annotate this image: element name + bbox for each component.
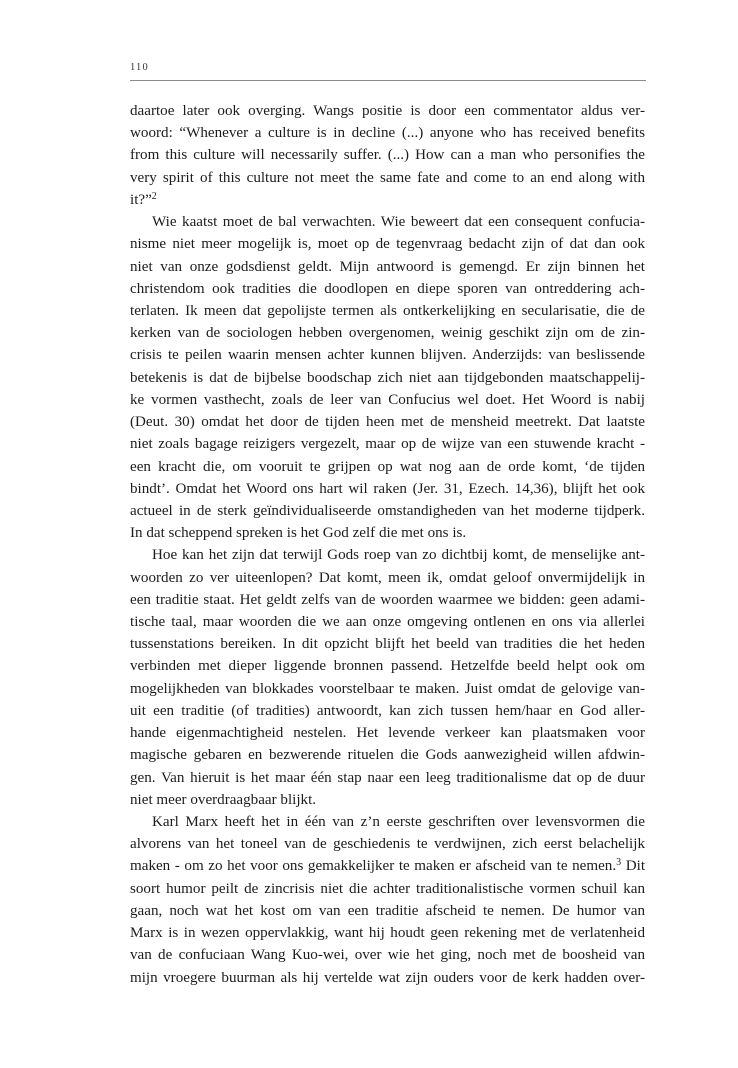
line-text: verbinden met dieper liggende bronnen passend. Hetzelfde beeld helpt ook om xyxy=(130,658,645,675)
line-text: ke vormen vasthecht, zoals de leer van Confucius wel doet. Het Woord is nabij xyxy=(130,391,645,408)
line-text: magische gebaren en bezwerende rituelen die Gods aanwezigheid willen afdwin- xyxy=(130,747,645,764)
text-line xyxy=(130,122,645,144)
line-text: tussenstations bereiken. In dit opzicht blijft het beeld van tradities die het heden xyxy=(130,636,645,653)
text-line xyxy=(130,700,645,722)
text-line xyxy=(130,611,645,633)
paragraph xyxy=(130,544,645,811)
line-text: een kracht die, om vooruit te grijpen op wat nog aan de orde komt, ‘de tijden xyxy=(130,458,645,475)
line-text: Karl Marx heeft het in één van z’n eerste geschriften over levensvormen die xyxy=(152,814,645,830)
text-line xyxy=(130,411,645,433)
line-text: van de confuciaan Wang Kuo-wei, over wie het ging, noch met de boosheid van xyxy=(130,947,645,964)
text-line xyxy=(130,878,645,900)
text-line xyxy=(130,633,645,655)
line-text: niet zoals bagage reizigers vergezelt, maar op de wijze van een stuwende kracht - xyxy=(130,436,645,453)
line-text: mogelijkheden van blokkades voorstelbaar te maken. Juist omdat de gelovige van- xyxy=(130,680,645,697)
line-text: very spirit of this culture not meet the same fate and come to an end along with xyxy=(130,169,645,186)
text-line xyxy=(130,567,645,589)
body-text xyxy=(130,100,645,989)
text-line xyxy=(130,211,645,233)
text-line xyxy=(130,389,645,411)
line-text: it?” xyxy=(130,191,152,208)
text-line xyxy=(130,500,645,522)
line-text: actueel in de sterk geïndividualiseerde omstandigheden van het moderne tijdperk. xyxy=(130,502,645,519)
text-line xyxy=(130,678,645,700)
text-line xyxy=(130,344,645,366)
text-line xyxy=(130,167,645,189)
text-line xyxy=(130,744,645,766)
text-line xyxy=(130,189,645,211)
text-line xyxy=(130,900,645,922)
line-text: nisme niet meer mogelijk is, moet op de tegenvraag bedacht zijn of dat dan ook xyxy=(130,236,645,253)
line-text: Wie kaatst moet de bal verwachten. Wie beweert dat een consequent confucia- xyxy=(152,214,645,231)
footnote-marker[interactable]: 3 xyxy=(616,857,622,869)
line-text: Marx is in wezen oppervlakkig, want hij houdt geen rekening met de verlatenheid xyxy=(130,925,645,942)
line-text: gaan, noch wat het kost om van een traditie afscheid te nemen. De humor van xyxy=(130,902,645,919)
line-text: bindt’. Omdat het Woord ons hart wil raken (Jer. 31, Ezech. 14,36), blijft het ook xyxy=(130,480,645,497)
line-text: mijn vroegere buurman als hij vertelde wat zijn ouders voor de kerk hadden over- xyxy=(130,969,645,986)
line-text: soort humor peilt de zincrisis niet die achter traditionalistische vormen schuil kan xyxy=(130,880,645,897)
line-text: hande eigenmachtigheid nestelen. Het levende verkeer kan plaatsmaken voor xyxy=(130,725,645,742)
line-text: daartoe later ook overging. Wangs positie is door een commentator aldus ver- xyxy=(130,103,645,119)
footnote-marker[interactable]: 2 xyxy=(151,190,157,202)
line-text: woord: “Whenever a culture is in decline (...) anyone who has received benefits xyxy=(130,125,645,142)
line-text: niet van onze godsdienst geldt. Mijn antwoord is gemengd. Er zijn binnen het xyxy=(130,258,645,275)
text-line xyxy=(130,256,645,278)
line-text: alvorens van het toneel van de geschiedenis te verdwijnen, zich eerst belachelijk xyxy=(130,836,645,853)
line-text: gen. Van hieruit is het maar één stap naar een leeg traditionalisme dat op de duur xyxy=(130,769,645,786)
line-text: maken - om zo het voor ons gemakkelijker te maken er afscheid van te nemen. xyxy=(130,858,617,875)
line-text: niet meer overdraagbaar blijkt. xyxy=(130,791,317,808)
text-line xyxy=(130,855,645,877)
page-number: 110 xyxy=(130,62,149,73)
line-text: kerken van de sociologen hebben overgenomen, weinig geschikt zijn om de zin- xyxy=(130,325,645,342)
text-line xyxy=(130,833,645,855)
text-line xyxy=(130,322,645,344)
text-line xyxy=(130,967,645,989)
text-line xyxy=(130,922,645,944)
paragraph xyxy=(130,100,645,211)
line-text: betekenis is dat de bijbelse boodschap zich niet aan tijdgebonden maatschappelij- xyxy=(130,369,645,386)
text-line xyxy=(130,100,645,122)
line-text-continuation: Dit xyxy=(621,858,646,875)
line-text: woorden zo ver uiteenlopen? Dat komt, meen ik, omdat geloof onvermijdelijk in xyxy=(130,569,645,586)
text-line xyxy=(130,367,645,389)
text-line xyxy=(130,944,645,966)
text-line xyxy=(130,278,645,300)
paragraph xyxy=(130,211,645,544)
text-line xyxy=(130,722,645,744)
text-line xyxy=(130,589,645,611)
text-line xyxy=(130,300,645,322)
line-text: Hoe kan het zijn dat terwijl Gods roep van zo dichtbij komt, de menselijke ant- xyxy=(152,547,645,564)
line-text: In dat scheppend spreken is het God zelf die met ons is. xyxy=(130,525,467,542)
line-text: christendom ook tradities die doodlopen en diepe sporen van ontreddering ach- xyxy=(130,280,645,297)
line-text: from this culture will necessarily suffer. (...) How can a man who personifies the xyxy=(130,147,645,164)
line-text: uit een traditie (of tradities) antwoordt, kan zich tussen hem/haar en God aller- xyxy=(130,702,645,719)
line-text: terlaten. Ik meen dat gepolijste termen als ontkerkelijking en secularisatie, die de xyxy=(130,302,645,319)
text-line xyxy=(130,522,645,544)
header-rule xyxy=(130,80,646,81)
text-line xyxy=(130,811,645,833)
text-line xyxy=(130,233,645,255)
text-line xyxy=(130,789,645,811)
line-text: (Deut. 30) omdat het door de tijden heen met de mensheid meetrekt. Dat laatste xyxy=(130,414,645,431)
line-text: een traditie staat. Het geldt zelfs van de woorden waarmee we bidden: geen adami- xyxy=(130,591,645,608)
text-line xyxy=(130,544,645,566)
line-text: tische taal, maar woorden die we aan onze omgeving ontlenen en ons via allerlei xyxy=(130,614,645,631)
text-line xyxy=(130,144,645,166)
text-line xyxy=(130,478,645,500)
text-line xyxy=(130,433,645,455)
text-line xyxy=(130,456,645,478)
paragraph xyxy=(130,811,645,989)
line-text: crisis te peilen waarin mensen achter kunnen blijven. Anderzijds: van beslissende xyxy=(130,347,645,364)
text-line xyxy=(130,767,645,789)
text-line xyxy=(130,655,645,677)
